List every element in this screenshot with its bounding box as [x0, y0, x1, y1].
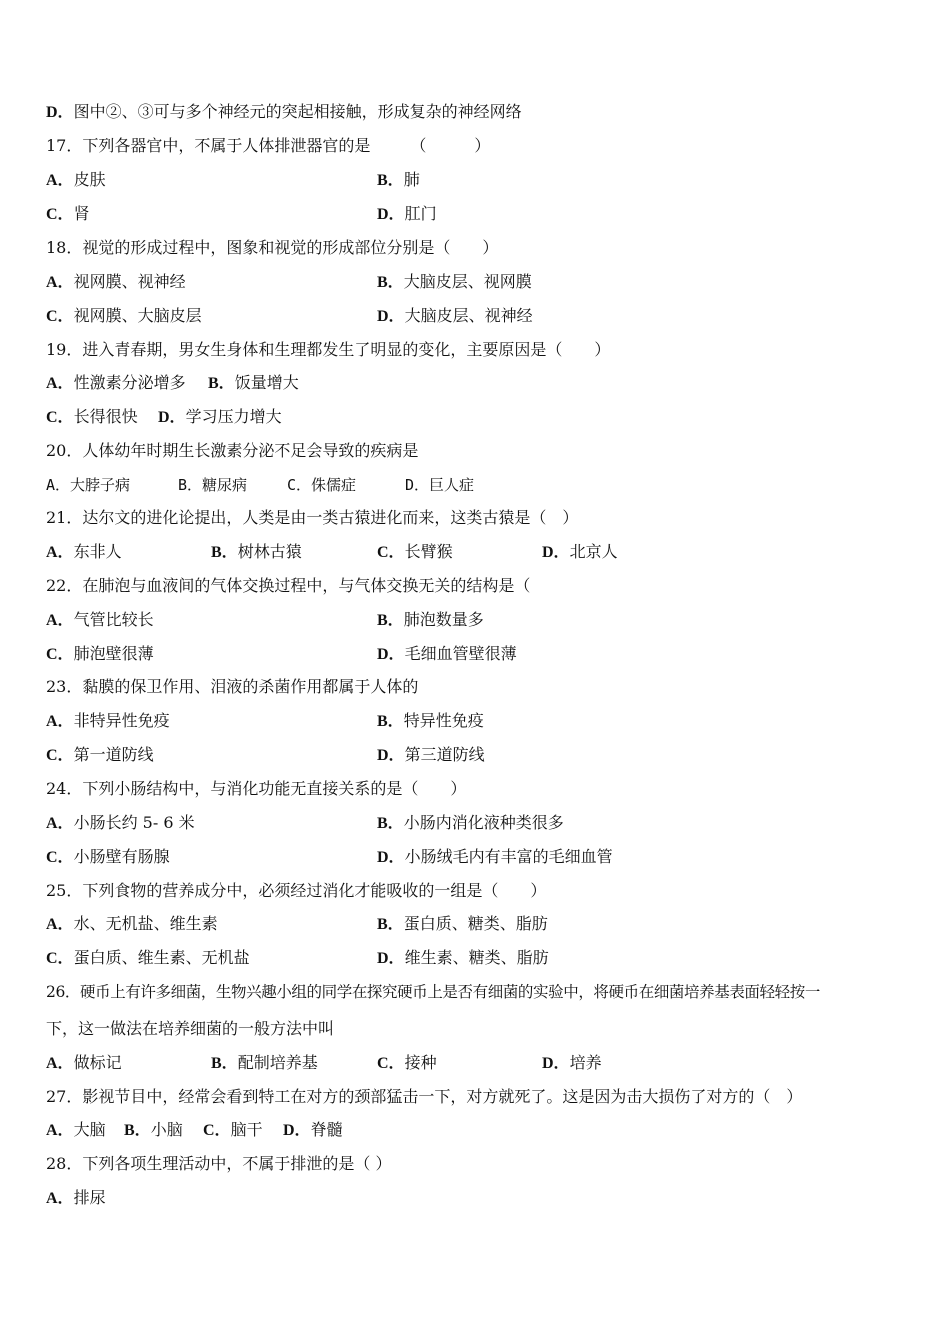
question-stem: 25．下列食物的营养成分中，必须经过消化才能吸收的一组是（ ） — [46, 881, 547, 900]
q19-option-c — [46, 407, 138, 428]
q23-option-d — [377, 745, 485, 766]
option-label: C． — [46, 950, 74, 967]
option-text: 东非人 — [73, 542, 122, 561]
question-stem: 23．黏膜的保卫作用、泪液的杀菌作用都属于人体的 — [46, 677, 419, 696]
q26-option-d — [542, 1053, 602, 1074]
option-text: 毛细血管壁很薄 — [404, 644, 517, 663]
option-text: 小肠壁有肠腺 — [73, 847, 170, 866]
q18-option-a — [46, 272, 186, 293]
question-19 — [46, 340, 610, 360]
question-stem: 27．影视节目中，经常会看到特工在对方的颈部猛击一下，对方就死了。这是因为击大损伤了对方的（ ） — [46, 1087, 803, 1106]
option-label: A． — [46, 713, 74, 730]
option-label: B． — [377, 815, 404, 832]
option-text: 长得很快 — [73, 407, 138, 426]
option-label: A． — [46, 1190, 74, 1207]
q21-option-b — [211, 542, 302, 563]
question-stem: 20．人体幼年时期生长激素分泌不足会导致的疾病是 — [46, 441, 419, 460]
option-text: 皮肤 — [73, 170, 106, 189]
q18-option-b — [377, 272, 532, 293]
option-text: 排尿 — [73, 1188, 106, 1207]
option-text: 性激素分泌增多 — [73, 373, 186, 392]
option-text: 饭量增大 — [234, 373, 299, 392]
q20-option-b: B．糖尿病 — [178, 476, 248, 494]
option-label: D． — [377, 206, 405, 223]
option-text: 小肠绒毛内有丰富的毛细血管 — [404, 847, 613, 866]
option-text: 配制培养基 — [237, 1053, 318, 1072]
option-text: 视网膜、大脑皮层 — [73, 306, 202, 325]
option-text: 维生素、糖类、脂肪 — [404, 948, 549, 967]
option-label: D． — [158, 409, 186, 426]
option-text: 图中②、③可与多个神经元的突起相接触，形成复杂的神经网络 — [73, 102, 522, 121]
option-label: B． — [124, 1122, 151, 1139]
q22-option-d — [377, 644, 517, 665]
question-26-continued — [46, 1019, 334, 1039]
option-label: B． — [377, 172, 404, 189]
q25-option-c — [46, 948, 250, 969]
question-20 — [46, 441, 418, 461]
option-text: 做标记 — [73, 1053, 122, 1072]
option-label: B． — [208, 375, 235, 392]
option-label: B． — [377, 612, 404, 629]
option-text: 肺 — [403, 170, 420, 189]
question-stem: 17．下列各器官中，不属于人体排泄器官的是 — [46, 136, 371, 155]
question-21 — [46, 508, 578, 528]
question-stem: 19．进入青春期，男女生身体和生理都发生了明显的变化，主要原因是（ ） — [46, 340, 611, 359]
option-text: 气管比较长 — [73, 610, 154, 629]
option-label: A． — [46, 815, 74, 832]
q23-option-b — [377, 711, 484, 732]
option-label: C． — [377, 1055, 405, 1072]
option-text: 第一道防线 — [73, 745, 154, 764]
option-label: B． — [377, 274, 404, 291]
q20-option-c: C．侏儒症 — [287, 476, 357, 494]
option-label: A． — [46, 544, 74, 561]
q19-option-b — [208, 373, 299, 394]
option-text: 树林古猿 — [237, 542, 302, 561]
q17-option-a — [46, 170, 106, 191]
q17-option-b — [377, 170, 420, 191]
option-text: 肺泡壁很薄 — [73, 644, 154, 663]
option-text: 大脑 — [73, 1120, 106, 1139]
option-label: A． — [46, 274, 74, 291]
question-stem: 21．达尔文的进化论提出，人类是由一类古猿进化而来，这类古猿是（ ） — [46, 508, 579, 527]
question-stem: 24．下列小肠结构中，与消化功能无直接关系的是（ ） — [46, 779, 467, 798]
option-label: B． — [211, 544, 238, 561]
q17-option-c — [46, 204, 90, 225]
option-text: 水、无机盐、维生素 — [73, 914, 218, 933]
question-24 — [46, 779, 466, 799]
q24-option-c — [46, 847, 170, 868]
question-stem: 22．在肺泡与血液间的气体交换过程中，与气体交换无关的结构是（ — [46, 576, 531, 595]
q28-option-a — [46, 1188, 106, 1209]
option-label: A． — [46, 375, 74, 392]
option-label: C． — [46, 206, 74, 223]
option-text: 肛门 — [404, 204, 437, 223]
q26-option-c — [377, 1053, 437, 1074]
option-text: 培养 — [569, 1053, 602, 1072]
option-label: A． — [46, 1055, 74, 1072]
option-text: 视网膜、视神经 — [73, 272, 186, 291]
option-text: 小肠长约 5- 6 米 — [73, 813, 195, 832]
q16-option-d — [46, 102, 522, 123]
option-label: B． — [377, 916, 404, 933]
question-stem: 下，这一做法在培养细菌的一般方法中叫 — [46, 1019, 335, 1038]
question-23 — [46, 677, 418, 697]
option-label: D． — [283, 1122, 311, 1139]
option-label: A． — [46, 916, 74, 933]
q21-option-c — [377, 542, 453, 563]
question-25 — [46, 881, 546, 901]
option-text: 第三道防线 — [404, 745, 485, 764]
q23-option-a — [46, 711, 170, 732]
option-text: 小肠内消化液种类很多 — [403, 813, 564, 832]
q25-option-b — [377, 914, 548, 935]
option-label: D． — [377, 308, 405, 325]
option-label: C． — [203, 1122, 231, 1139]
question-stem: 26．硬币上有许多细菌，生物兴趣小组的同学在探究硬币上是否有细菌的实验中，将硬币在细菌培养基表面轻轻按一 — [46, 983, 820, 1001]
option-label: B． — [211, 1055, 238, 1072]
option-text: 肾 — [73, 204, 90, 223]
option-text: 学习压力增大 — [185, 407, 282, 426]
option-label: D． — [377, 849, 405, 866]
option-label: A． — [46, 612, 74, 629]
option-text: 肺泡数量多 — [403, 610, 484, 629]
question-22 — [46, 576, 530, 596]
q22-option-a — [46, 610, 154, 631]
option-text: 蛋白质、维生素、无机盐 — [73, 948, 250, 967]
q23-option-c — [46, 745, 154, 766]
q27-option-b — [124, 1120, 183, 1141]
option-label: C． — [46, 308, 74, 325]
q24-option-a — [46, 813, 195, 834]
option-text: 接种 — [404, 1053, 437, 1072]
option-label: B． — [377, 713, 404, 730]
question-26 — [46, 982, 820, 1002]
option-label: D． — [46, 104, 74, 121]
question-18 — [46, 238, 498, 258]
option-label: D． — [542, 1055, 570, 1072]
question-stem: 18．视觉的形成过程中，图象和视觉的形成部位分别是（ ） — [46, 238, 499, 257]
q27-option-a — [46, 1120, 106, 1141]
question-27 — [46, 1087, 802, 1107]
q21-option-d — [542, 542, 618, 563]
q25-option-d — [377, 948, 549, 969]
option-label: C． — [377, 544, 405, 561]
question-17 — [46, 136, 490, 156]
option-text: 大脑皮层、视网膜 — [403, 272, 532, 291]
q21-option-a — [46, 542, 122, 563]
option-label: C． — [46, 409, 74, 426]
option-label: A． — [46, 172, 74, 189]
option-label: D． — [377, 747, 405, 764]
option-label: C． — [46, 646, 74, 663]
option-label: D． — [377, 950, 405, 967]
option-label: C． — [46, 849, 74, 866]
option-text: 大脑皮层、视神经 — [404, 306, 533, 325]
answer-blank: （ ） — [410, 136, 491, 155]
option-text: 非特异性免疫 — [73, 711, 170, 730]
q19-option-a — [46, 373, 186, 394]
option-text: 脑干 — [230, 1120, 263, 1139]
q18-option-c — [46, 306, 202, 327]
q20-option-d: D．巨人症 — [405, 476, 475, 494]
option-text: 脊髓 — [310, 1120, 343, 1139]
q17-option-d — [377, 204, 437, 225]
q19-option-d — [158, 407, 282, 428]
q20-option-a: A．大脖子病 — [46, 476, 131, 494]
question-stem: 28．下列各项生理活动中，不属于排泄的是（ ） — [46, 1154, 392, 1173]
option-label: A． — [46, 1122, 74, 1139]
q24-option-d — [377, 847, 613, 868]
q27-option-c — [203, 1120, 263, 1141]
q26-option-a — [46, 1053, 122, 1074]
q24-option-b — [377, 813, 564, 834]
question-28 — [46, 1154, 391, 1174]
option-label: D． — [377, 646, 405, 663]
option-label: D． — [542, 544, 570, 561]
q27-option-d — [283, 1120, 343, 1141]
option-text: 北京人 — [569, 542, 618, 561]
option-text: 小脑 — [150, 1120, 183, 1139]
q18-option-d — [377, 306, 533, 327]
option-text: 长臂猴 — [404, 542, 453, 561]
option-text: 特异性免疫 — [403, 711, 484, 730]
q22-option-b — [377, 610, 484, 631]
option-label: C． — [46, 747, 74, 764]
q25-option-a — [46, 914, 218, 935]
q26-option-b — [211, 1053, 318, 1074]
option-text: 蛋白质、糖类、脂肪 — [403, 914, 548, 933]
q22-option-c — [46, 644, 154, 665]
